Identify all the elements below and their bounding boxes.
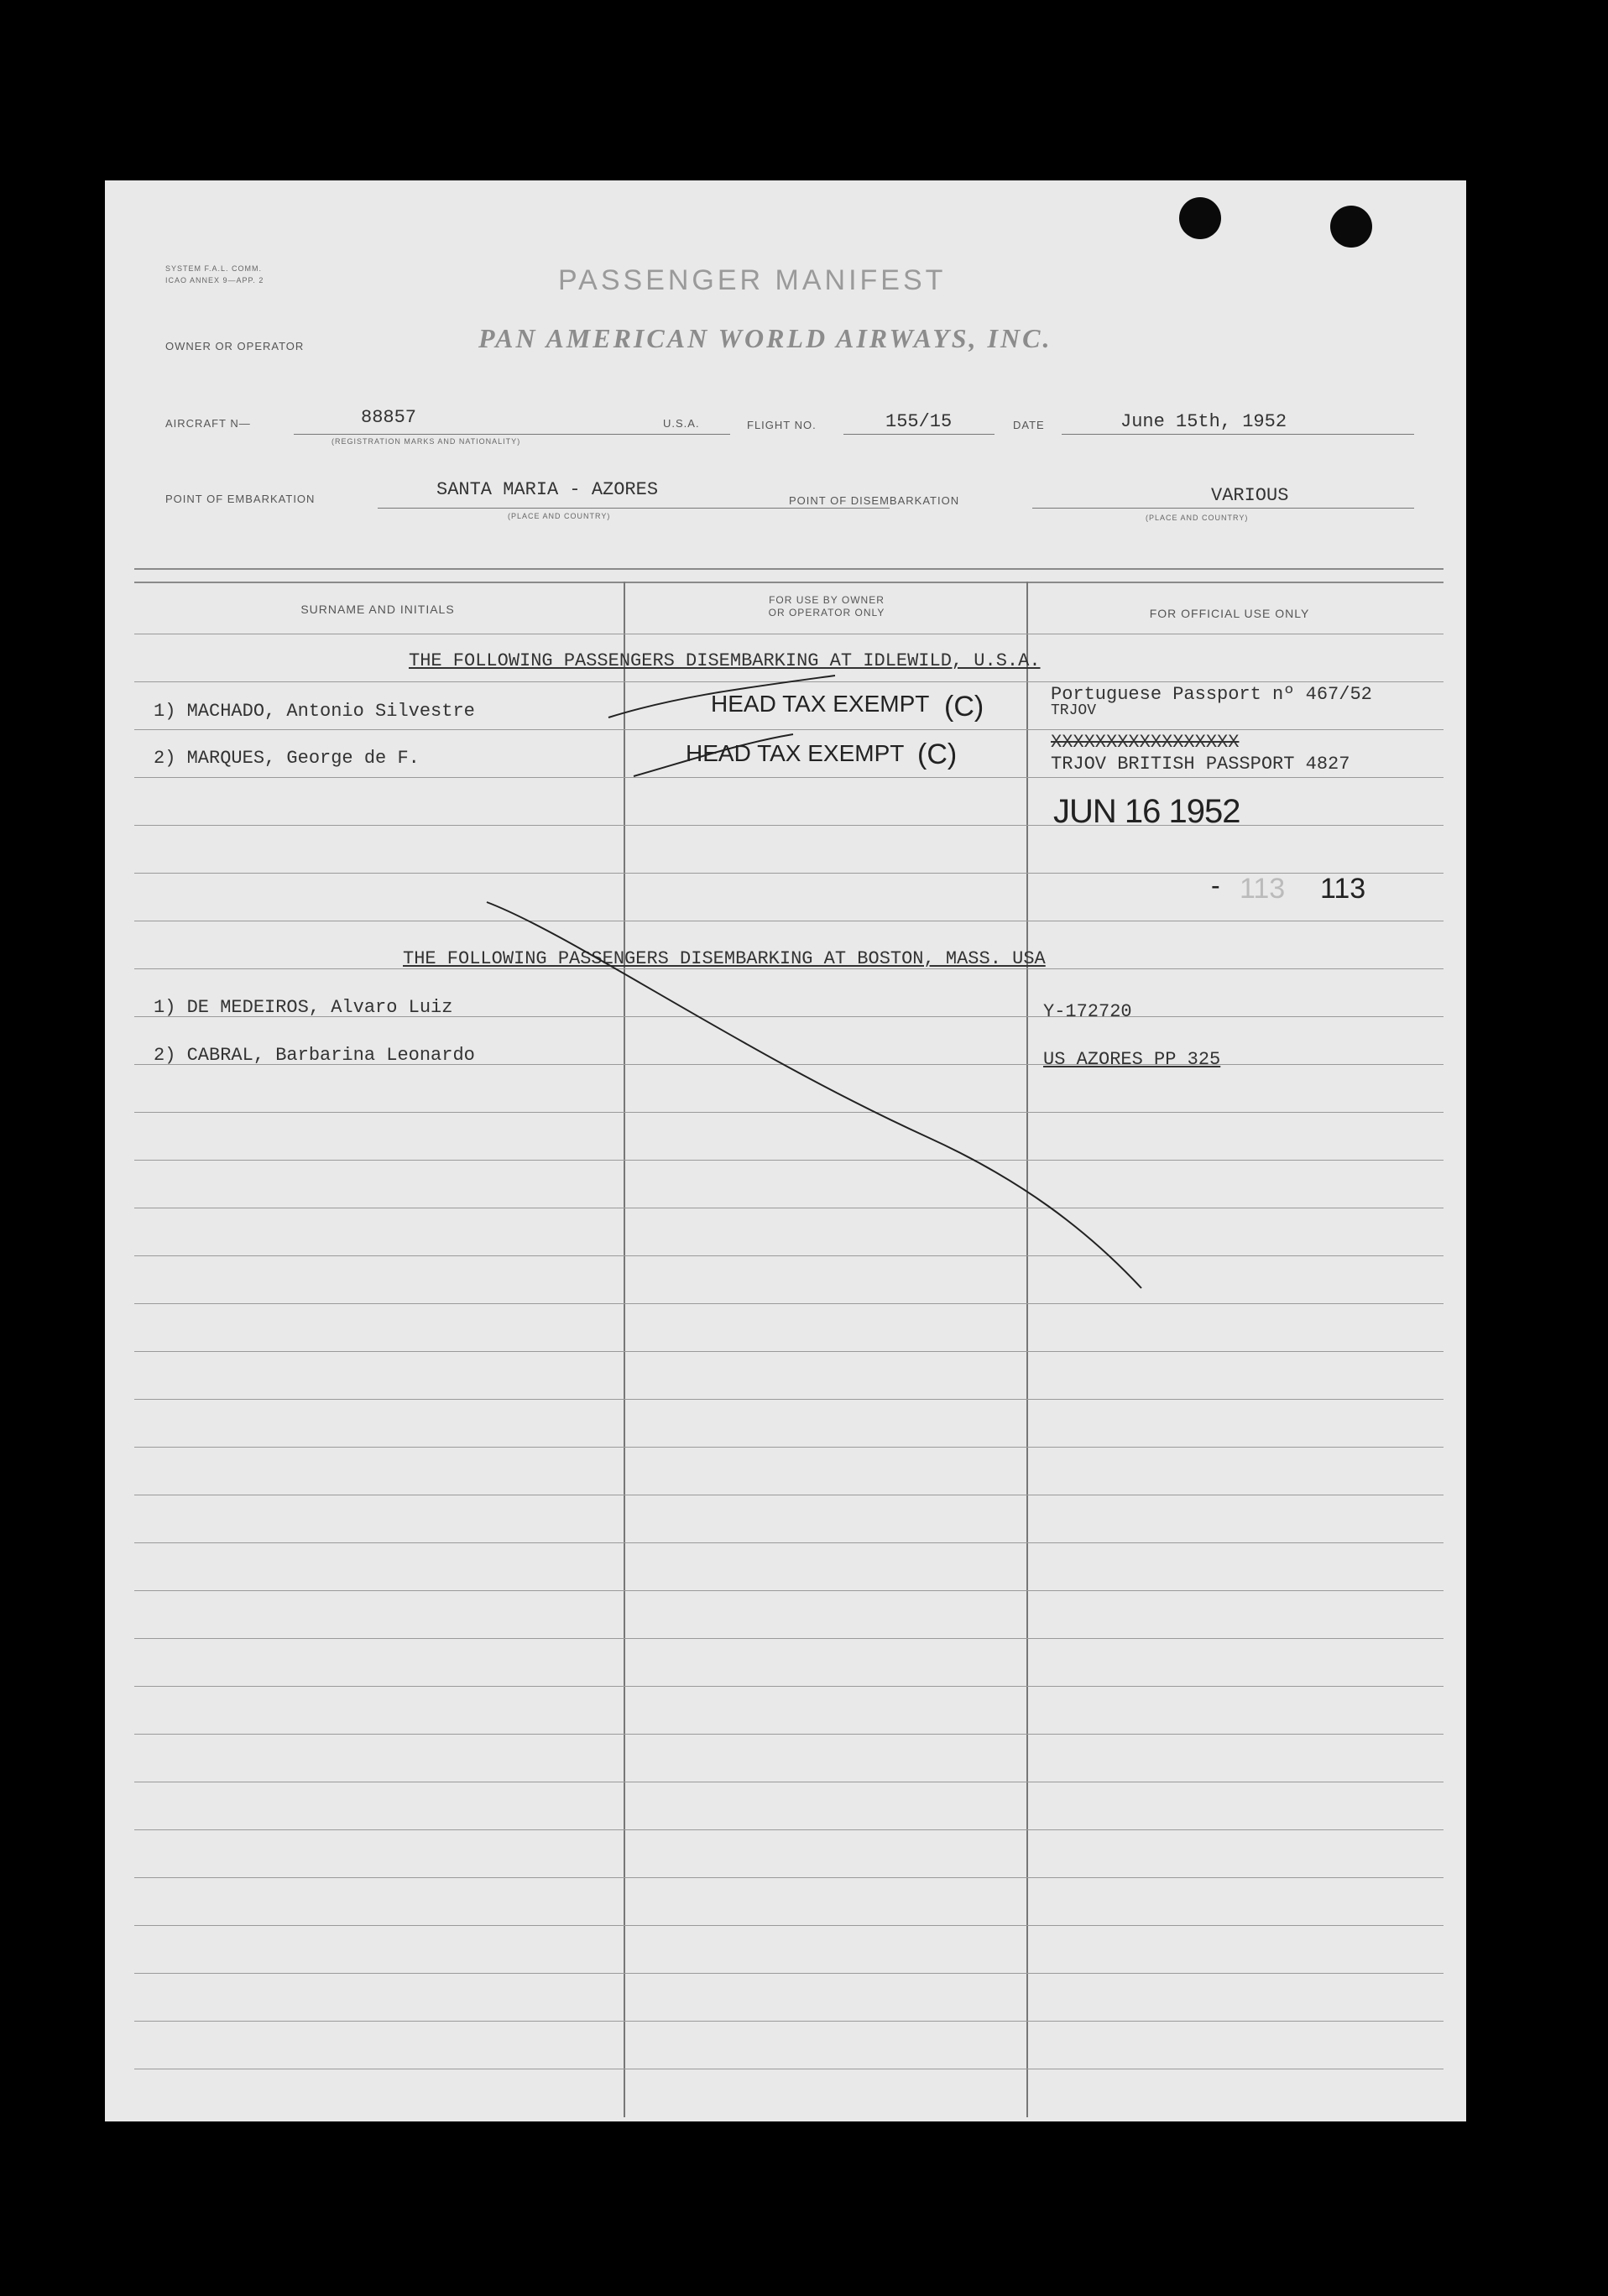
column-header-owner-use-2: OR OPERATOR ONLY: [768, 607, 885, 618]
owner-label: OWNER OR OPERATOR: [165, 340, 305, 352]
head-tax-stamp: HEAD TAX EXEMPT: [711, 691, 930, 717]
number-faint: 113: [1240, 873, 1286, 905]
date-value: June 15th, 1952: [1120, 411, 1287, 432]
passenger-name: 2) MARQUES, George de F.: [154, 748, 420, 769]
system-ref: SYSTEM F.A.L. COMM.: [165, 264, 263, 273]
official-note: US AZORES PP 325: [1043, 1049, 1221, 1070]
group2-heading: THE FOLLOWING PASSENGERS DISEMBARKING AT BOSTON, MASS. USA: [403, 948, 1046, 969]
aircraft-label: AIRCRAFT N—: [165, 417, 251, 430]
official-note: Portuguese Passport nº 467/52: [1051, 684, 1372, 705]
icao-ref: ICAO ANNEX 9—APP. 2: [165, 276, 264, 284]
column-header-surname: SURNAME AND INITIALS: [300, 603, 455, 616]
disembarkation-value: VARIOUS: [1211, 485, 1289, 506]
official-note: TRJOV: [1051, 702, 1097, 719]
head-tax-stamp: HEAD TAX EXEMPT: [686, 740, 905, 766]
embarkation-note: (PLACE AND COUNTRY): [508, 512, 611, 520]
stamp-mark: (C): [944, 691, 984, 723]
disembarkation-label: POINT OF DISEMBARKATION: [789, 494, 960, 507]
manifest-sheet: [105, 180, 1466, 2121]
nationality: U.S.A.: [663, 417, 700, 430]
stamp-mark: (C): [917, 738, 958, 770]
aircraft-value: 88857: [361, 407, 417, 428]
flight-value: 155/15: [885, 411, 953, 432]
column-header-owner-use-1: FOR USE BY OWNER: [769, 594, 885, 606]
date-stamp: JUN 16 1952: [1053, 793, 1240, 830]
number-stamp: 113: [1320, 873, 1366, 905]
group1-heading: THE FOLLOWING PASSENGERS DISEMBARKING AT IDLEWILD, U.S.A.: [409, 650, 1041, 671]
dash: -: [1211, 870, 1220, 900]
embarkation-value: SANTA MARIA - AZORES: [436, 479, 659, 500]
official-note: XXXXXXXXXXXXXXXXX: [1051, 732, 1240, 753]
flight-label: FLIGHT NO.: [747, 419, 817, 431]
official-note: Y-172720: [1043, 1001, 1132, 1022]
disembarkation-note: (PLACE AND COUNTRY): [1146, 514, 1249, 522]
registration-note: (REGISTRATION MARKS AND NATIONALITY): [332, 437, 521, 446]
passenger-name: 1) MACHADO, Antonio Silvestre: [154, 701, 475, 722]
page-title: PASSENGER MANIFEST: [558, 264, 947, 296]
column-header-official: FOR OFFICIAL USE ONLY: [1149, 607, 1310, 620]
owner-value: PAN AMERICAN WORLD AIRWAYS, INC.: [478, 323, 1052, 353]
embarkation-label: POINT OF EMBARKATION: [165, 493, 316, 505]
passenger-name: 1) DE MEDEIROS, Alvaro Luiz: [154, 997, 453, 1018]
official-note: TRJOV BRITISH PASSPORT 4827: [1051, 754, 1350, 775]
passenger-name: 2) CABRAL, Barbarina Leonardo: [154, 1045, 475, 1066]
pen-strokes: [105, 180, 1466, 2121]
date-label: DATE: [1013, 419, 1045, 431]
